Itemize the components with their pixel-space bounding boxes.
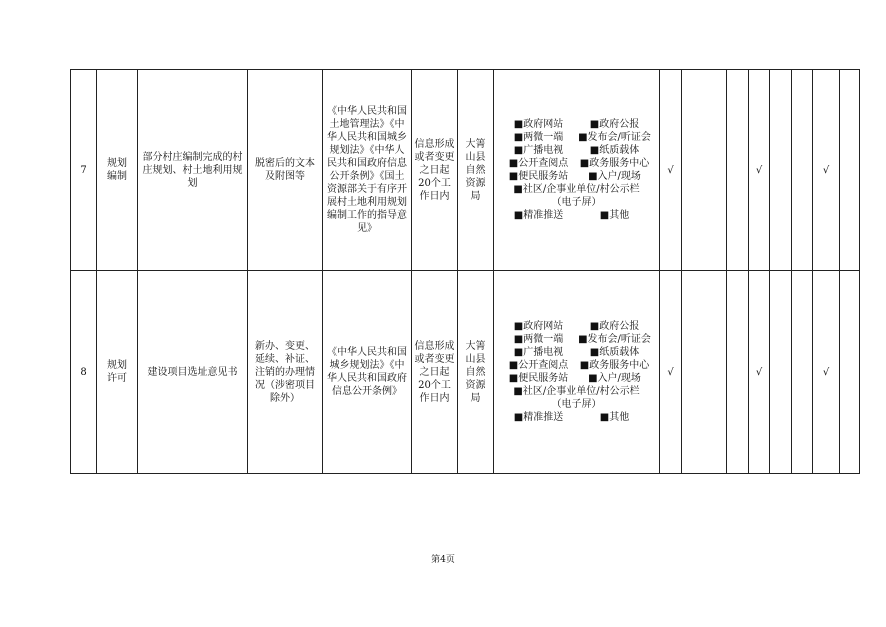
category-text: 规划许可 [107, 360, 127, 384]
basis-text: 《中华人民共和国土地管理法》《中华人民共和国城乡规划法》《中华人民共和国政府信息公开条例》《国土资源部关于有序开展村土地利用规划编制工作的指导意见》 [327, 106, 407, 234]
check-cell: √ [749, 271, 770, 474]
table-row [71, 271, 860, 474]
check-cell: √ [660, 70, 682, 271]
check-cell: √ [813, 271, 840, 474]
time-cell [412, 271, 458, 474]
row-number: 8 [71, 271, 97, 474]
content-text: 新办、变更、延续、补证、注销的办理情况（涉密项目除外） [255, 340, 315, 404]
channel-line: ■精准推送 ■其他 [513, 412, 630, 423]
channel-line: ■公开查阅点 ■政务服务中心 [508, 158, 650, 169]
channel-line: ■社区/企事业单位/村公示栏 [513, 386, 640, 397]
row-number: 7 [71, 70, 97, 271]
channels-cell [494, 70, 660, 271]
category-cell [97, 271, 138, 474]
content-cell [248, 271, 323, 474]
channel-line: ■两微一端 ■发布会/听证会 [513, 334, 651, 345]
category-cell [97, 70, 138, 271]
check-cell [727, 70, 749, 271]
check-cell [840, 271, 860, 474]
check-cell: √ [813, 70, 840, 271]
content-text: 脱密后的文本及附图等 [255, 158, 315, 182]
time-cell [412, 70, 458, 271]
channel-line: （电子屏） [551, 197, 602, 208]
subject-text: 建设项目选址意见书 [147, 366, 238, 378]
check-cell: √ [660, 271, 682, 474]
subject-cell [138, 271, 248, 474]
subject-cell [138, 70, 248, 271]
channel-line: ■便民服务站 ■入户/现场 [508, 373, 641, 384]
dept-text: 大箐山县自然资源局 [465, 138, 486, 202]
channel-line: ■广播电视 ■纸质载体 [513, 347, 640, 358]
channel-line: ■两微一端 ■发布会/听证会 [513, 132, 651, 143]
channel-line: ■便民服务站 ■入户/现场 [508, 171, 641, 182]
check-cell [792, 271, 813, 474]
basis-cell [323, 271, 412, 474]
channel-line: （电子屏） [551, 399, 602, 410]
channel-line: ■广播电视 ■纸质载体 [513, 145, 640, 156]
dept-cell [458, 271, 494, 474]
basis-cell [323, 70, 412, 271]
channel-line: ■公开查阅点 ■政务服务中心 [508, 360, 650, 371]
channel-line: ■政府网站 ■政府公报 [513, 119, 640, 130]
check-cell [727, 271, 749, 474]
disclosure-table [70, 69, 860, 474]
dept-cell [458, 70, 494, 271]
time-text: 信息形成或者变更之日起20个工作日内 [414, 138, 455, 202]
category-text: 规划编制 [107, 158, 127, 182]
time-text: 信息形成或者变更之日起20个工作日内 [414, 340, 455, 404]
check-cell [792, 70, 813, 271]
check-cell [682, 271, 727, 474]
check-cell [840, 70, 860, 271]
check-cell: √ [749, 70, 770, 271]
channel-line: ■政府网站 ■政府公报 [513, 321, 640, 332]
channel-line: ■社区/企事业单位/村公示栏 [513, 184, 640, 195]
check-cell [682, 70, 727, 271]
table-row [71, 70, 860, 271]
channels-cell [494, 271, 660, 474]
dept-text: 大箐山县自然资源局 [465, 340, 486, 404]
check-cell [770, 271, 792, 474]
subject-text: 部分村庄编制完成的村庄规划、村土地利用规划 [142, 151, 243, 189]
page-number: 第4页 [431, 555, 455, 565]
check-cell [770, 70, 792, 271]
basis-text: 《中华人民共和国城乡规划法》《中华人民共和国政府信息公开条例》 [327, 347, 407, 397]
channel-line: ■精准推送 ■其他 [513, 210, 630, 221]
content-cell [248, 70, 323, 271]
